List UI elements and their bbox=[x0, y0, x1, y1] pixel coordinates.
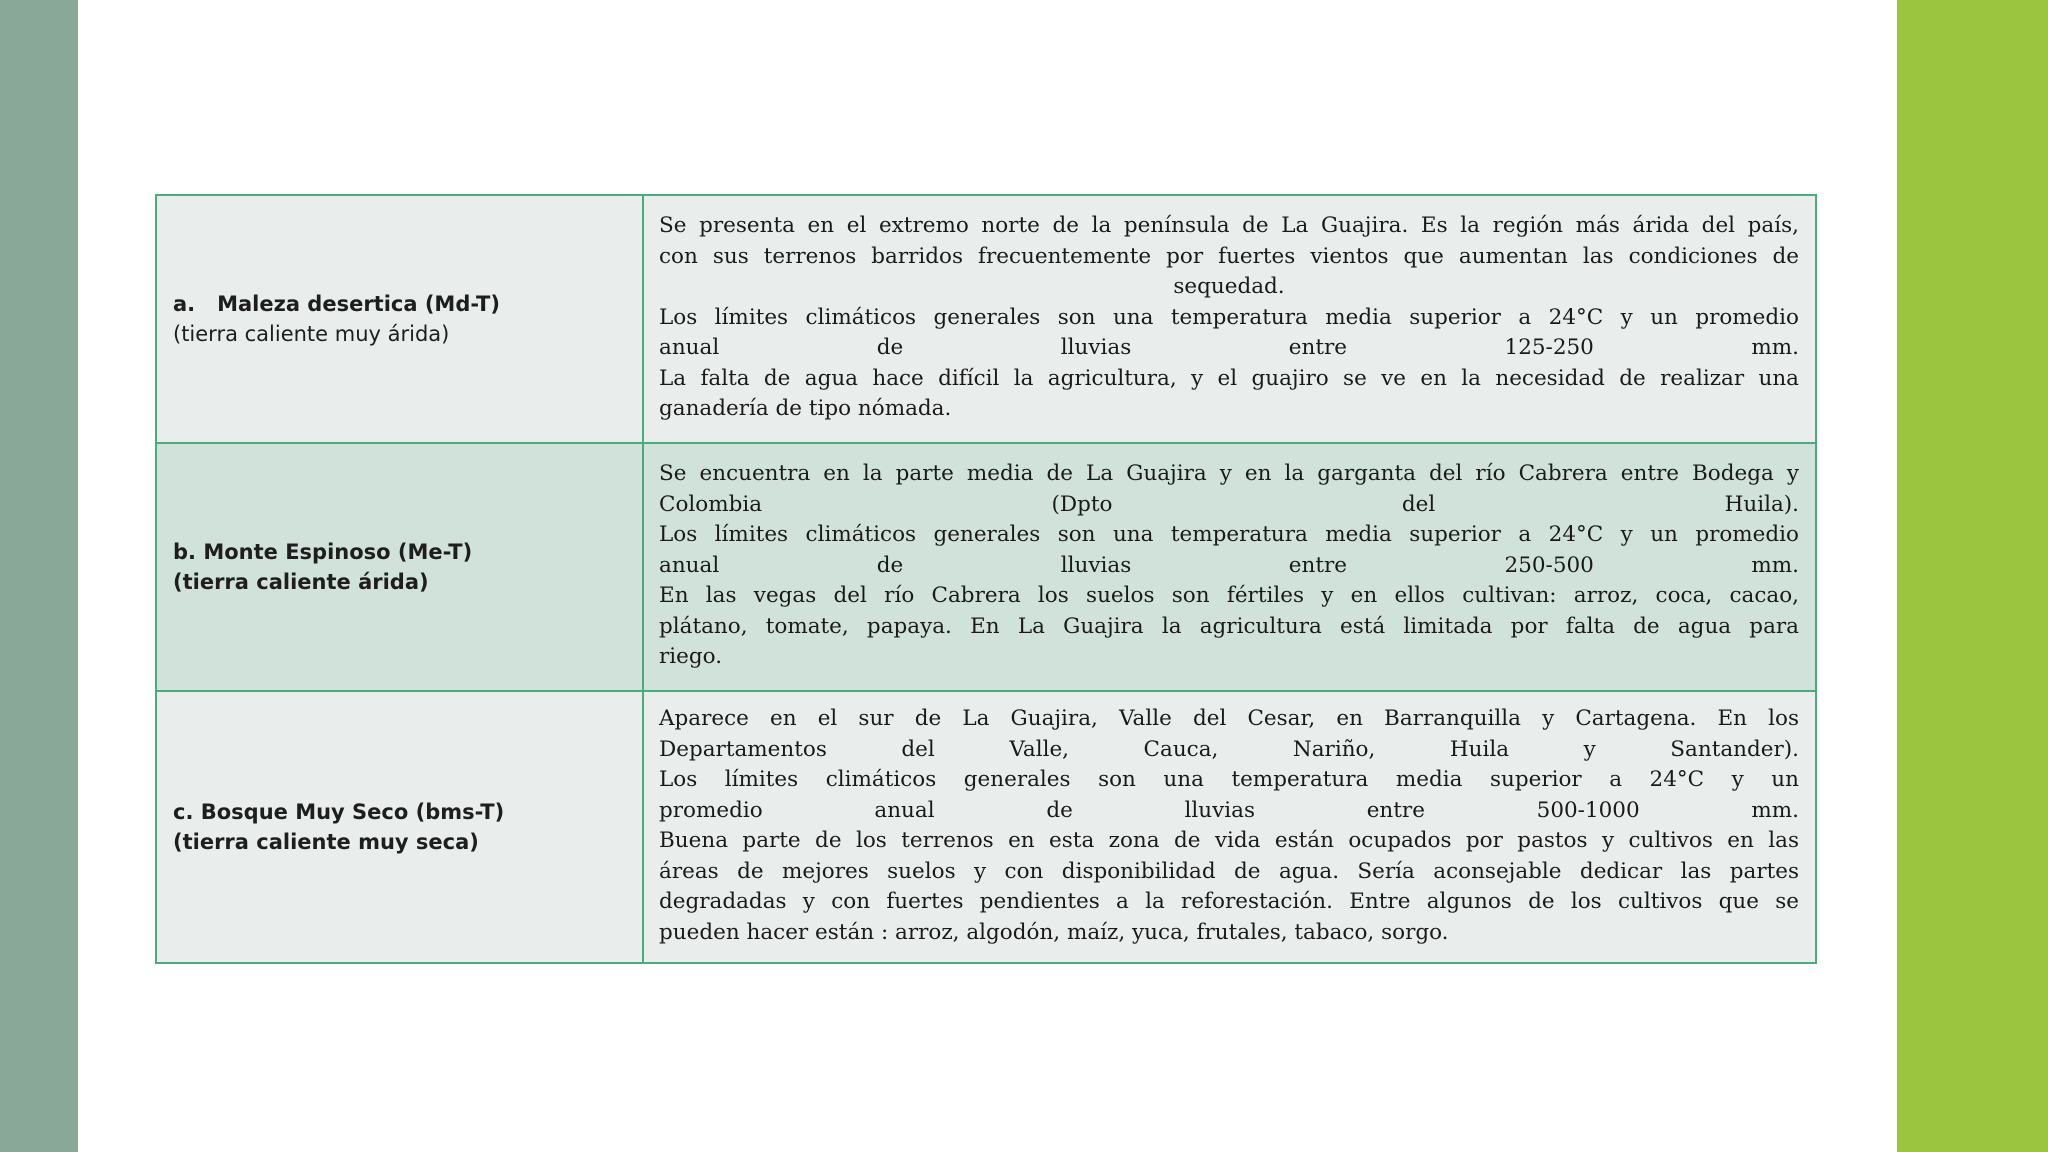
description-line: anual de lluvias entre 250-500 mm. bbox=[659, 552, 1799, 578]
description-line: con sus terrenos barridos frecuentemente por fuertes vientos que aumentan las condiciones de bbox=[659, 243, 1799, 269]
zone-subtitle: (tierra caliente árida) bbox=[173, 570, 429, 594]
zone-title: a. Maleza desertica (Md-T) bbox=[173, 292, 500, 316]
description-line: ganadería de tipo nómada. bbox=[659, 396, 952, 422]
zone-description-cell bbox=[643, 691, 1816, 963]
right-accent-bar bbox=[1897, 0, 2048, 1152]
zone-subtitle: (tierra caliente muy árida) bbox=[173, 322, 450, 346]
zone-description-cell bbox=[643, 195, 1816, 443]
description-line: pueden hacer están : arroz, algodón, maíz, yuca, frutales, tabaco, sorgo. bbox=[659, 919, 1449, 945]
zone-label-cell bbox=[156, 691, 643, 963]
description-line: Departamentos del Valle, Cauca, Nariño, Huila y Santander). bbox=[659, 736, 1799, 762]
description-line: Aparece en el sur de La Guajira, Valle del Cesar, en Barranquilla y Cartagena. En los bbox=[659, 706, 1799, 731]
left-accent-bar bbox=[0, 0, 78, 1152]
zone-title: b. Monte Espinoso (Me-T) bbox=[173, 540, 473, 564]
description-line: Buena parte de los terrenos en esta zona de vida están ocupados por pastos y cultivos en las bbox=[659, 828, 1799, 853]
description-line: plátano, tomate, papaya. En La Guajira la agricultura está limitada por falta de agua para bbox=[659, 613, 1799, 639]
description-line: áreas de mejores suelos y con disponibilidad de agua. Sería aconsejable dedicar las partes bbox=[659, 858, 1799, 884]
description-line: Colombia (Dpto del Huila). bbox=[659, 491, 1799, 517]
zone-label-cell bbox=[156, 195, 643, 443]
description-line: En las vegas del río Cabrera los suelos son fértiles y en ellos cultivan: arroz, coca, cacao, bbox=[659, 583, 1799, 609]
table-row bbox=[156, 195, 1816, 443]
description-line: Se presenta en el extremo norte de la península de La Guajira. Es la región más árida del país, bbox=[659, 213, 1799, 239]
description-line: Los límites climáticos generales son una temperatura media superior a 24°C y un promedio bbox=[659, 304, 1799, 330]
description-line: anual de lluvias entre 125-250 mm. bbox=[659, 335, 1799, 361]
description-line: La falta de agua hace difícil la agricultura, y el guajiro se ve en la necesidad de realizar una bbox=[659, 365, 1799, 391]
description-line: promedio anual de lluvias entre 500-1000 mm. bbox=[659, 797, 1799, 823]
life-zones-table bbox=[155, 194, 1817, 964]
table-row bbox=[156, 443, 1816, 691]
description-line: riego. bbox=[659, 644, 723, 670]
table-row bbox=[156, 691, 1816, 963]
description-line: Los límites climáticos generales son una temperatura media superior a 24°C y un promedio bbox=[659, 522, 1799, 548]
zone-label-cell bbox=[156, 443, 643, 691]
zone-description-cell bbox=[643, 443, 1816, 691]
description-line: degradadas y con fuertes pendientes a la reforestación. Entre algunos de los cultivos que se bbox=[659, 889, 1799, 914]
description-line: Se encuentra en la parte media de La Guajira y en la garganta del río Cabrera entre Bodega y bbox=[659, 461, 1799, 487]
zone-title: c. Bosque Muy Seco (bms-T) bbox=[173, 800, 505, 824]
description-line: Los límites climáticos generales son una temperatura media superior a 24°C y un bbox=[659, 767, 1799, 792]
zone-subtitle: (tierra caliente muy seca) bbox=[173, 830, 479, 854]
description-line: sequedad. bbox=[1173, 274, 1285, 300]
